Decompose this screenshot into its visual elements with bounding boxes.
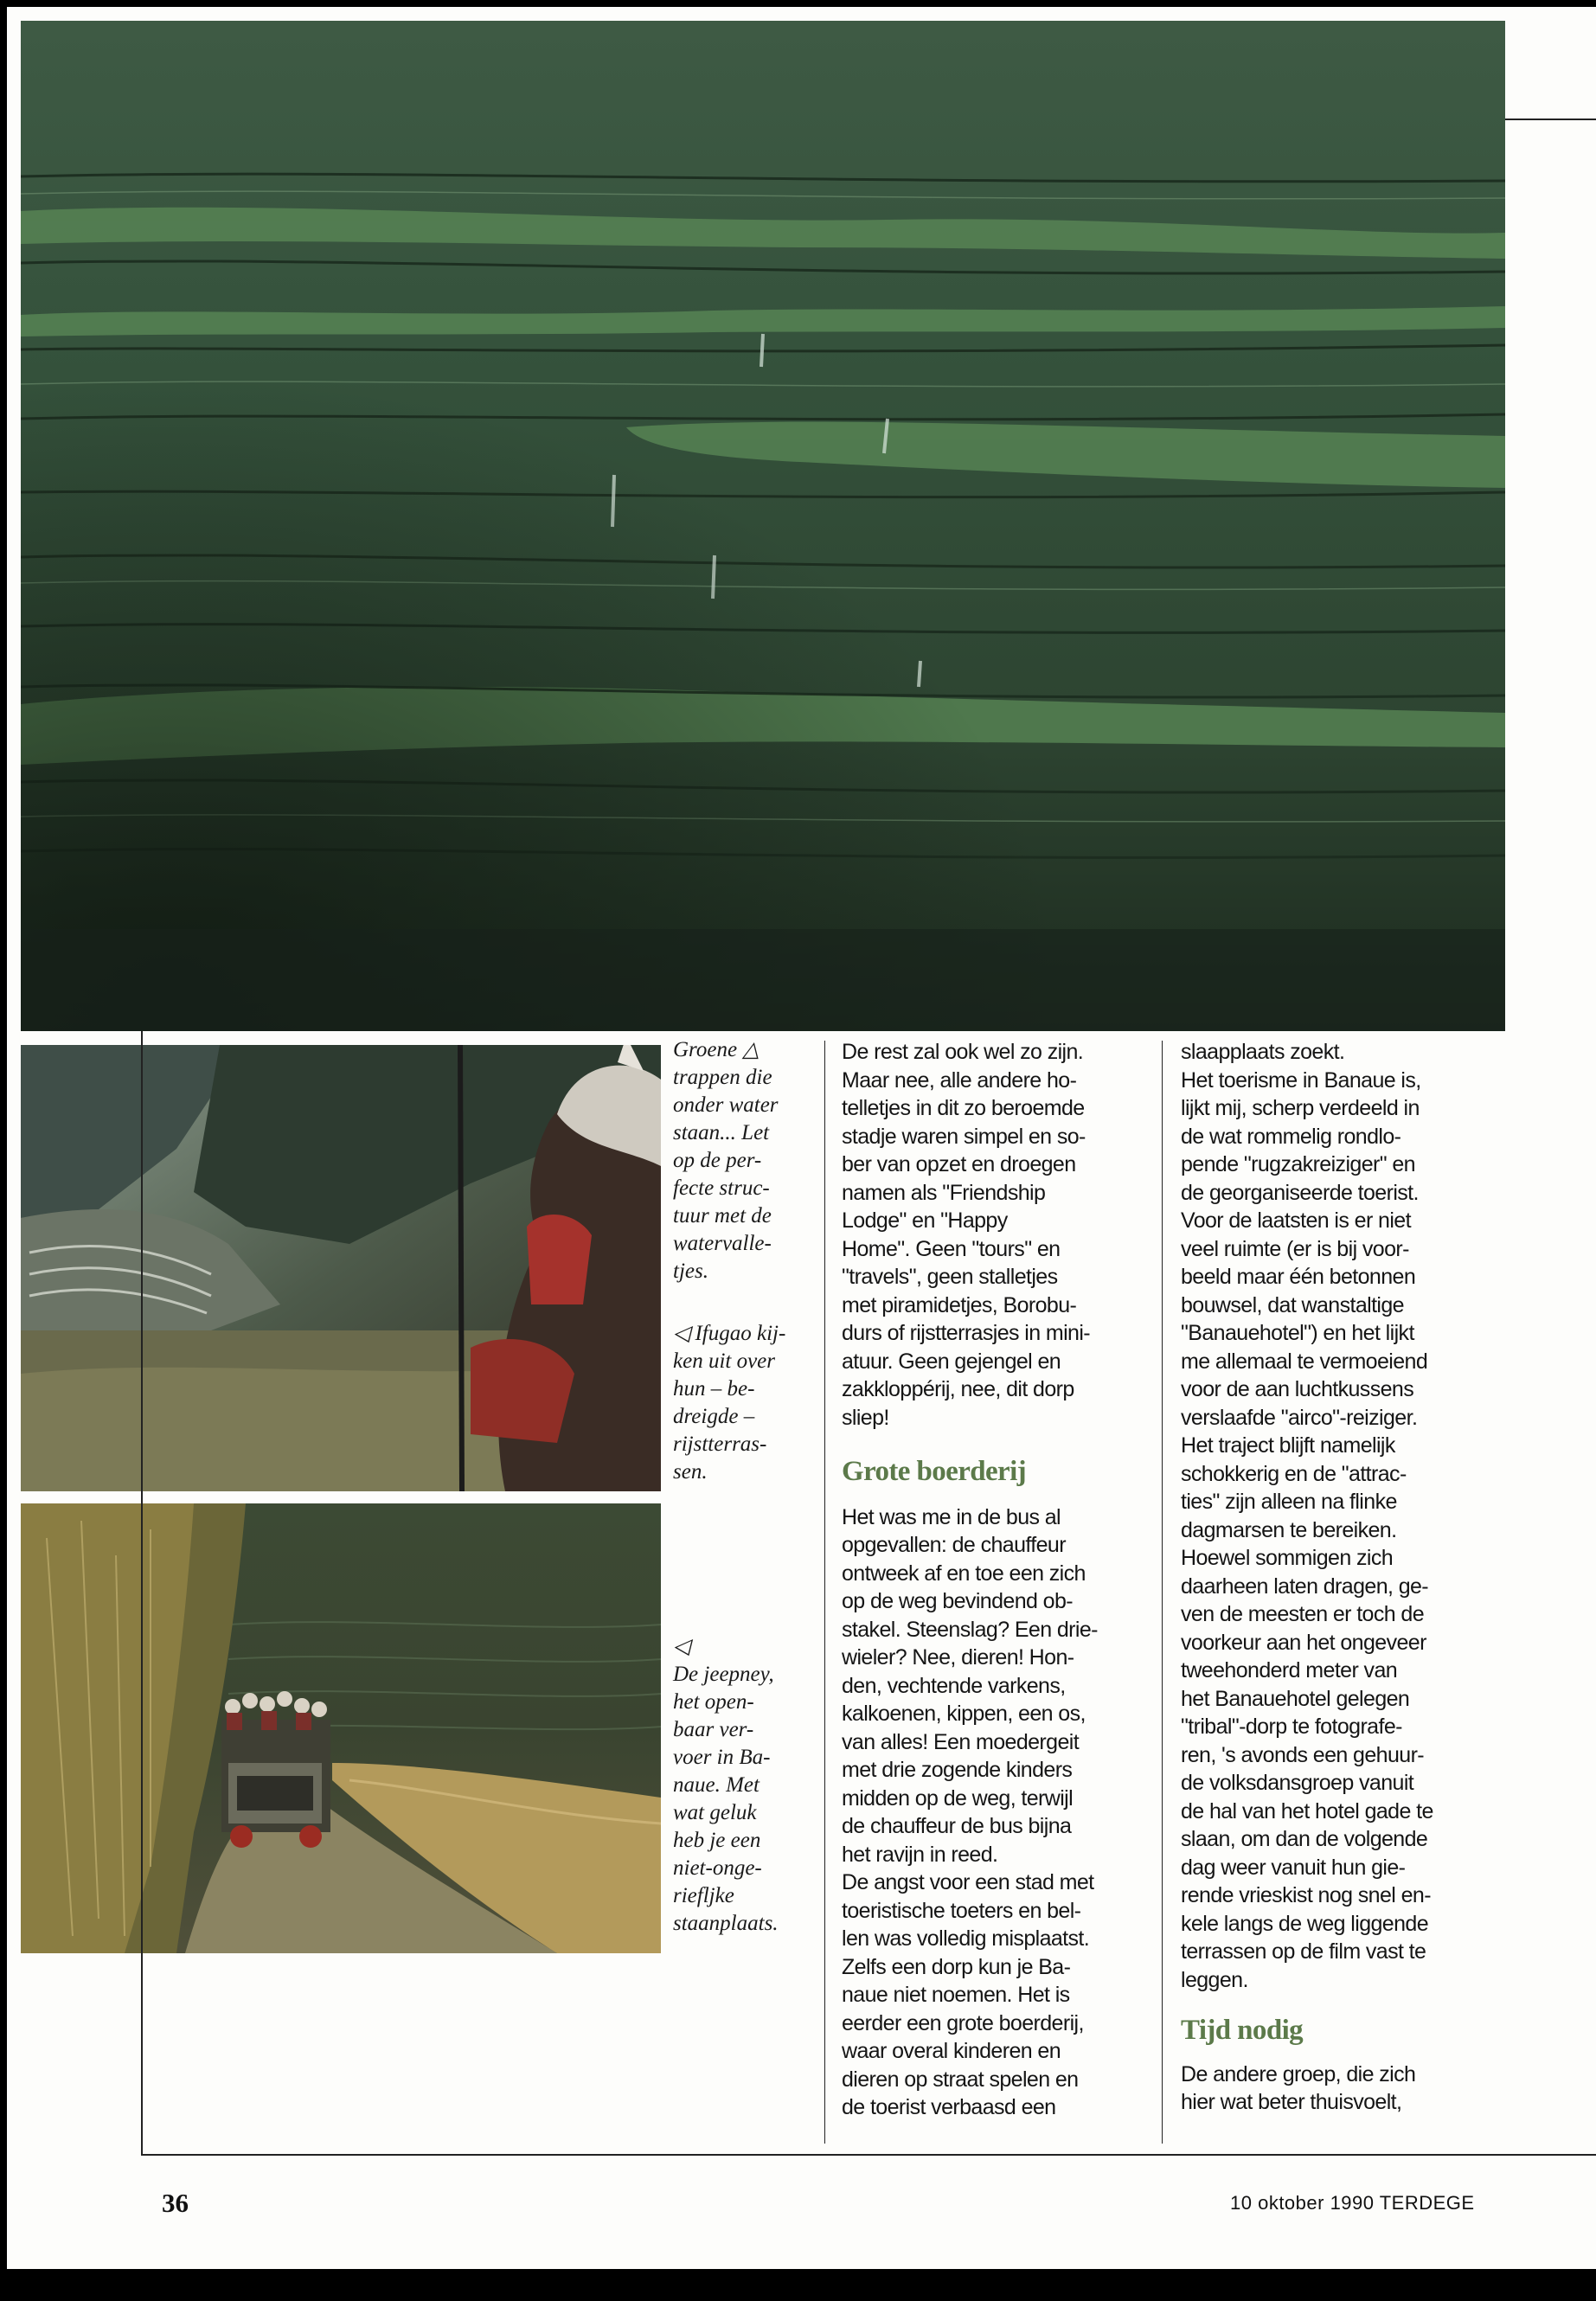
column1-paragraph-2: Het was me in de bus al opgevallen: de chauffeur ontweek af en toe een zich op de weg bevindend ob- stakel. Steenslag? Een drie- wieler? Nee, dieren! Hon- den, vechtende varkens, kalkoenen, kippen, een os, van alles! Een moedergeit met drie zogende kinders midden op de weg, terwijl de chauffeur de bus bijna het ravijn in reed. De angst voor een stad met toeristische toeters en bel- len was volledig misplaatst. Zelfs een dorp kun je Ba- naue niet noemen. Het is eerder een grote boerderij, waar overal kinderen en dieren op straat spelen en de toerist verbaasd een xyxy=(842,1504,1098,2119)
top-right-rule xyxy=(1505,119,1596,120)
subheading-grote-boerderij: Grote boerderij xyxy=(842,1456,1027,1487)
jeepney-photo xyxy=(21,1503,661,1953)
bottom-rule xyxy=(141,2154,1596,2156)
column2-paragraph-1: slaapplaats zoekt. Het toerisme in Banaue is, lijkt mij, scherp verdeeld in de wat rommelig rondlo- pende "rugzakreiziger" en de georganiseerde toerist. Voor de laatsten is er niet veel ruimte (er is bij voor- beeld maar één betonnen bouwsel, dat wanstaltige "Banauehotel") en het lijkt me allemaal te vermoeiend voor de aan luchtkussens verslaafde "airco"-reiziger. Het traject blijft namelijk schokkerig en de "attrac- ties" zijn alleen na flinke dagmarsen te bereiken. Hoewel sommigen zich daarheen laten dragen, ge- ven de meesten er toch de voorkeur aan het ongeveer tweehonderd meter van het Banauehotel gelegen "tribal"-dorp te fotografe- ren, 's avonds een gehuur- de volksdansgroep vanuit de hal van het hotel gade te slaan, om dan de volgende dag weer vanuit hun gie- rende vrieskist nog snel en- kele langs de weg liggende terrassen op de film vast te leggen. xyxy=(1181,1040,1433,1992)
subheading-tijd-nodig: Tijd nodig xyxy=(1181,2015,1304,2046)
body-column-1 xyxy=(842,1038,1153,2122)
caption-groene-trappen: Groene △ trappen die onder water staan... Let op de per- fecte struc- tuur met de watervalle- tjes. xyxy=(673,1038,779,1283)
page-number: 36 xyxy=(162,2188,189,2218)
caption-jeepney: ◁ De jeepney, het open- baar ver- voer in Ba- naue. Met wat geluk heb je een niet-onge- riefljke staanplaats. xyxy=(673,1635,779,1935)
hero-photo xyxy=(21,21,1505,1031)
left-vertical-rule xyxy=(141,1031,143,2156)
magazine-page xyxy=(7,7,1596,2269)
column-divider-2 xyxy=(1162,1041,1163,2144)
ifugao-photo xyxy=(21,1045,661,1491)
body-column-2 xyxy=(1181,1038,1501,2117)
caption-ifugao: ◁ Ifugao kij- ken uit over hun – be- dreigde – rijstterras- sen. xyxy=(673,1322,786,1484)
column2-paragraph-2: De andere groep, die zich hier wat beter thuisvoelt, xyxy=(1181,2061,1416,2114)
column-divider-1 xyxy=(824,1041,825,2144)
issue-dateline: 10 oktober 1990 TERDEGE xyxy=(1230,2192,1475,2214)
column1-paragraph-1: De rest zal ook wel zo zijn. Maar nee, alle andere ho- telletjes in dit zo beroemde stadje waren simpel en so- ber van opzet en droegen namen als "Friendship Lodge" en "Happy Home". Geen "tours" en "travels", geen stalletjes met piramidetjes, Borobu- durs of rijstterrasjes in mini- atuur. Geen gejengel en zakkloppérij, nee, dit dorp sliep! xyxy=(842,1040,1091,1430)
